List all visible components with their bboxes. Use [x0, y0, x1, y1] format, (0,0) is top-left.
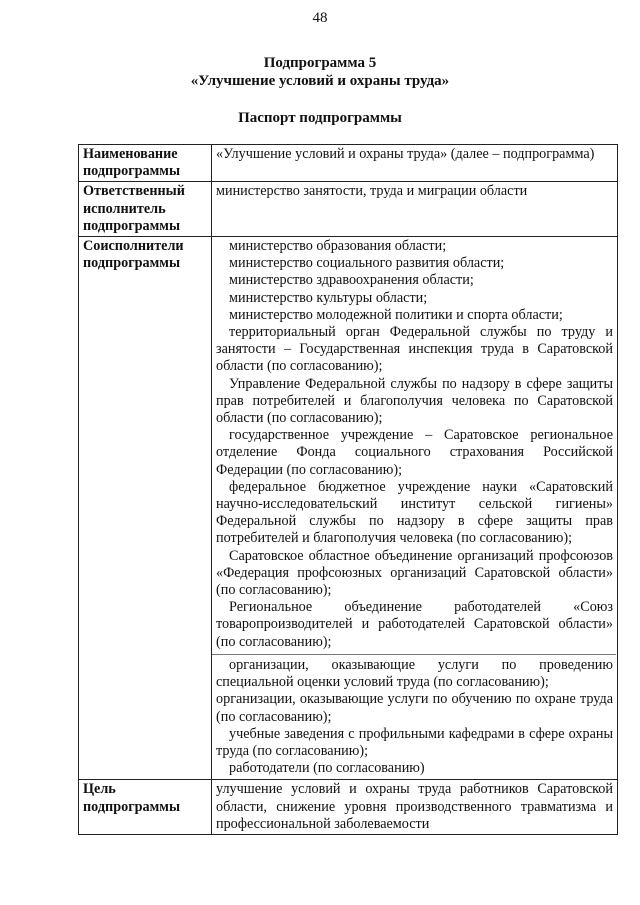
list-item: работодатели (по согласованию) — [229, 760, 425, 777]
list-item: федеральное бюджетное учреждение науки «Саратовский научно-исследовательский институт сельской гигиены» Федеральной службы по надзору в сфере защиты прав потребителей и благополучия человека (по согласованию); — [216, 478, 613, 547]
list-item: Саратовское областное объединение организаций профсоюзов «Федерация профсоюзных организаций Саратовской области» (по согласованию); — [216, 547, 613, 599]
list-item: министерство образования области; — [229, 238, 447, 255]
row-label-coexecutors: Соисполнители подпрограммы — [79, 237, 212, 780]
list-item: министерство социального развития области; — [229, 255, 505, 272]
row-value-name: «Улучшение условий и охраны труда» (далее – подпрограмма) — [212, 145, 618, 182]
list-item: государственное учреждение – Саратовское региональное отделение Фонда социального страхования Российской Федерации (по согласованию); — [216, 427, 613, 478]
document-title — [0, 54, 640, 90]
list-item: организации, оказывающие услуги по проведению специальной оценки условий труда (по согласованию); — [216, 656, 613, 691]
list-item: организации, оказывающие услуги по обучению по охране труда (по согласованию); — [216, 691, 613, 725]
row-label-goal: Цель подпрограммы — [79, 780, 212, 835]
row-value-executor: министерство занятости, труда и миграции области — [212, 182, 618, 237]
passport-table — [78, 144, 618, 835]
table-row-goal — [79, 780, 618, 835]
row-value-goal: улучшение условий и охраны труда работников Саратовской области, снижение уровня производственного травматизма и профессиональной заболеваемости — [212, 780, 618, 835]
list-item: учебные заведения с профильными кафедрами в сфере охраны труда (по согласованию); — [216, 725, 613, 759]
subprogram-number: Подпрограмма 5 — [263, 55, 377, 71]
row-label-name: Наименование подпрограммы — [79, 145, 212, 182]
row-label-executor: Ответственный исполнитель подпрограммы — [79, 182, 212, 237]
list-item: Управление Федеральной службы по надзору в сфере защиты прав потребителей и благополучия человека по Саратовской области (по согласованию); — [216, 375, 613, 427]
page-number: 48 — [312, 10, 328, 26]
table-row-name — [79, 145, 618, 182]
table-row-coexecutors — [79, 237, 618, 780]
subprogram-name: «Улучшение условий и охраны труда» — [190, 73, 450, 89]
row-value-coexecutors — [212, 237, 618, 780]
list-item: министерство здравоохранения области; — [229, 272, 474, 289]
table-row-executor — [79, 182, 618, 237]
list-item: Региональное объединение работодателей «Союз товаропроизводителей и работодателей Саратовской области» (по согласованию); — [216, 599, 613, 650]
list-item: министерство молодежной политики и спорта области; — [229, 306, 563, 323]
passport-title: Паспорт подпрограммы — [238, 110, 402, 126]
list-item: территориальный орган Федеральной службы по труду и занятости – Государственная инспекция труда в Саратовской области (по согласованию); — [216, 324, 613, 375]
list-item: министерство культуры области; — [229, 289, 428, 306]
coexecutors-continuation — [212, 654, 616, 777]
